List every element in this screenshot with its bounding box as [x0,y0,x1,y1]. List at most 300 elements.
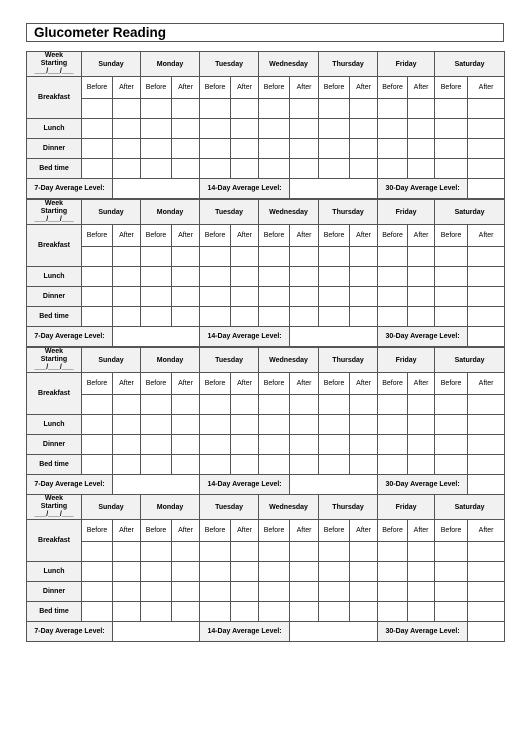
after-label: After [468,373,505,395]
reading-cell[interactable] [172,139,200,159]
reading-cell[interactable] [141,542,172,562]
reading-cell[interactable] [172,455,200,475]
reading-cell[interactable] [82,562,113,582]
reading-cell[interactable] [435,415,468,435]
date-blank: ___/___/___ [34,511,74,518]
reading-cell[interactable] [408,435,435,455]
reading-cell[interactable] [378,119,408,139]
reading-cell[interactable] [231,435,259,455]
reading-cell[interactable] [82,119,113,139]
reading-cell[interactable] [172,307,200,327]
reading-cell[interactable] [113,267,141,287]
week-starting-label [27,200,82,225]
seven-day-average-field[interactable] [113,327,200,347]
after-label: After [113,520,141,542]
day-header: Sunday [82,52,141,77]
reading-cell[interactable] [378,455,408,475]
day-header: Tuesday [200,348,259,373]
reading-cell[interactable] [82,247,113,267]
after-label: After [350,520,378,542]
reading-cell[interactable] [82,582,113,602]
reading-cell[interactable] [113,582,141,602]
reading-cell[interactable] [408,415,435,435]
reading-cell[interactable] [113,139,141,159]
day-header: Thursday [319,200,378,225]
reading-cell[interactable] [350,562,378,582]
seven-day-average-field[interactable] [113,475,200,495]
reading-cell[interactable] [350,159,378,179]
reading-cell[interactable] [141,602,172,622]
reading-cell[interactable] [319,267,350,287]
reading-cell[interactable] [408,247,435,267]
reading-cell[interactable] [290,435,319,455]
reading-cell[interactable] [82,602,113,622]
thirty-day-average-field[interactable] [468,622,505,642]
reading-cell[interactable] [231,542,259,562]
reading-cell[interactable] [82,542,113,562]
reading-cell[interactable] [435,159,468,179]
after-label: After [172,77,200,99]
reading-cell[interactable] [435,562,468,582]
after-label: After [172,520,200,542]
reading-cell[interactable] [200,287,231,307]
after-label: After [408,77,435,99]
reading-cell[interactable] [435,139,468,159]
reading-cell[interactable] [468,562,505,582]
reading-cell[interactable] [350,307,378,327]
reading-cell[interactable] [468,455,505,475]
reading-cell[interactable] [200,139,231,159]
row-label-dinner: Dinner [27,435,82,455]
before-label: Before [82,225,113,247]
before-label: Before [200,520,231,542]
fourteen-day-average-label: 14-Day Average Level: [200,622,290,642]
reading-cell[interactable] [231,119,259,139]
reading-cell[interactable] [468,99,505,119]
reading-cell[interactable] [290,159,319,179]
after-label: After [408,373,435,395]
seven-day-average-field[interactable] [113,622,200,642]
reading-cell[interactable] [200,99,231,119]
reading-cell[interactable] [350,247,378,267]
reading-cell[interactable] [468,139,505,159]
reading-cell[interactable] [141,287,172,307]
reading-cell[interactable] [82,287,113,307]
reading-cell[interactable] [259,582,290,602]
reading-cell[interactable] [231,159,259,179]
reading-cell[interactable] [172,435,200,455]
reading-cell[interactable] [290,395,319,415]
reading-cell[interactable] [290,287,319,307]
reading-cell[interactable] [141,99,172,119]
reading-cell[interactable] [319,582,350,602]
reading-cell[interactable] [231,307,259,327]
reading-cell[interactable] [319,562,350,582]
reading-cell[interactable] [468,435,505,455]
reading-cell[interactable] [290,582,319,602]
reading-cell[interactable] [435,542,468,562]
reading-cell[interactable] [408,307,435,327]
reading-cell[interactable] [408,602,435,622]
reading-cell[interactable] [435,287,468,307]
reading-cell[interactable] [290,139,319,159]
reading-cell[interactable] [408,267,435,287]
reading-cell[interactable] [259,602,290,622]
reading-cell[interactable] [141,582,172,602]
reading-cell[interactable] [435,119,468,139]
reading-cell[interactable] [231,247,259,267]
after-label: After [290,225,319,247]
row-label-dinner: Dinner [27,139,82,159]
reading-cell[interactable] [200,562,231,582]
reading-cell[interactable] [290,267,319,287]
reading-cell[interactable] [468,307,505,327]
reading-cell[interactable] [200,455,231,475]
reading-cell[interactable] [82,415,113,435]
reading-cell[interactable] [435,582,468,602]
reading-cell[interactable] [141,395,172,415]
reading-cell[interactable] [172,542,200,562]
thirty-day-average-label: 30-Day Average Level: [378,475,468,495]
reading-cell[interactable] [350,267,378,287]
reading-cell[interactable] [231,582,259,602]
reading-cell[interactable] [82,395,113,415]
reading-cell[interactable] [141,455,172,475]
reading-cell[interactable] [319,415,350,435]
day-header: Friday [378,495,435,520]
reading-cell[interactable] [200,395,231,415]
day-header: Sunday [82,200,141,225]
reading-cell[interactable] [319,159,350,179]
page-title: Glucometer Reading [34,25,167,40]
reading-cell[interactable] [378,247,408,267]
reading-cell[interactable] [259,435,290,455]
reading-cell[interactable] [141,562,172,582]
reading-cell[interactable] [113,395,141,415]
reading-cell[interactable] [259,139,290,159]
reading-cell[interactable] [408,99,435,119]
reading-cell[interactable] [468,602,505,622]
seven-day-average-field[interactable] [113,179,200,199]
reading-cell[interactable] [319,435,350,455]
reading-cell[interactable] [231,455,259,475]
reading-cell[interactable] [113,602,141,622]
reading-cell[interactable] [378,562,408,582]
reading-cell[interactable] [141,119,172,139]
reading-cell[interactable] [172,287,200,307]
reading-cell[interactable] [468,287,505,307]
reading-cell[interactable] [468,395,505,415]
reading-cell[interactable] [350,119,378,139]
seven-day-average-label: 7-Day Average Level: [27,327,113,347]
reading-cell[interactable] [290,247,319,267]
week-block [26,199,503,347]
before-label: Before [259,373,290,395]
reading-cell[interactable] [259,267,290,287]
reading-cell[interactable] [319,602,350,622]
reading-cell[interactable] [468,159,505,179]
reading-cell[interactable] [319,287,350,307]
reading-cell[interactable] [319,99,350,119]
reading-cell[interactable] [200,542,231,562]
day-header: Friday [378,52,435,77]
row-label-breakfast: Breakfast [27,373,82,415]
reading-cell[interactable] [408,139,435,159]
reading-cell[interactable] [113,119,141,139]
reading-cell[interactable] [200,247,231,267]
day-header: Sunday [82,495,141,520]
reading-cell[interactable] [259,119,290,139]
reading-cell[interactable] [468,119,505,139]
reading-cell[interactable] [172,602,200,622]
reading-cell[interactable] [200,435,231,455]
reading-cell[interactable] [200,119,231,139]
reading-cell[interactable] [200,159,231,179]
reading-cell[interactable] [290,415,319,435]
reading-cell[interactable] [378,602,408,622]
reading-cell[interactable] [231,139,259,159]
reading-cell[interactable] [200,307,231,327]
starting-word: Starting [40,60,68,67]
reading-cell[interactable] [172,159,200,179]
row-label-lunch: Lunch [27,562,82,582]
fourteen-day-average-field[interactable] [290,622,378,642]
day-header: Thursday [319,348,378,373]
reading-cell[interactable] [172,395,200,415]
reading-cell[interactable] [319,247,350,267]
seven-day-average-label: 7-Day Average Level: [27,179,113,199]
reading-cell[interactable] [231,267,259,287]
reading-cell[interactable] [408,395,435,415]
reading-cell[interactable] [141,435,172,455]
reading-cell[interactable] [290,455,319,475]
reading-cell[interactable] [113,455,141,475]
reading-cell[interactable] [378,542,408,562]
reading-cell[interactable] [231,395,259,415]
reading-cell[interactable] [141,139,172,159]
reading-cell[interactable] [319,542,350,562]
reading-cell[interactable] [113,99,141,119]
day-header: Thursday [319,52,378,77]
reading-cell[interactable] [259,415,290,435]
reading-cell[interactable] [200,602,231,622]
reading-cell[interactable] [408,562,435,582]
reading-cell[interactable] [113,435,141,455]
reading-cell[interactable] [200,267,231,287]
reading-cell[interactable] [408,159,435,179]
reading-cell[interactable] [468,267,505,287]
reading-cell[interactable] [82,267,113,287]
reading-cell[interactable] [408,119,435,139]
before-label: Before [141,373,172,395]
day-header: Tuesday [200,495,259,520]
reading-cell[interactable] [290,562,319,582]
reading-cell[interactable] [172,99,200,119]
reading-cell[interactable] [319,119,350,139]
reading-cell[interactable] [408,542,435,562]
reading-cell[interactable] [290,99,319,119]
reading-cell[interactable] [231,602,259,622]
before-label: Before [378,225,408,247]
week-starting-label [27,52,82,77]
before-label: Before [378,373,408,395]
reading-cell[interactable] [435,99,468,119]
reading-cell[interactable] [468,415,505,435]
reading-cell[interactable] [378,159,408,179]
reading-cell[interactable] [172,267,200,287]
reading-cell[interactable] [290,602,319,622]
before-label: Before [259,225,290,247]
reading-cell[interactable] [350,602,378,622]
reading-cell[interactable] [435,435,468,455]
reading-cell[interactable] [113,307,141,327]
reading-cell[interactable] [172,247,200,267]
reading-cell[interactable] [259,307,290,327]
reading-cell[interactable] [200,415,231,435]
reading-cell[interactable] [82,455,113,475]
fourteen-day-average-label: 14-Day Average Level: [200,179,290,199]
reading-cell[interactable] [350,582,378,602]
reading-cell[interactable] [113,562,141,582]
reading-cell[interactable] [435,247,468,267]
reading-cell[interactable] [435,307,468,327]
reading-cell[interactable] [259,562,290,582]
reading-cell[interactable] [435,267,468,287]
fourteen-day-average-field[interactable] [290,327,378,347]
reading-cell[interactable] [113,542,141,562]
reading-cell[interactable] [259,287,290,307]
reading-cell[interactable] [290,307,319,327]
thirty-day-average-field[interactable] [468,179,505,199]
reading-cell[interactable] [231,562,259,582]
reading-cell[interactable] [113,247,141,267]
reading-cell[interactable] [259,159,290,179]
reading-cell[interactable] [113,415,141,435]
reading-cell[interactable] [259,247,290,267]
reading-cell[interactable] [141,415,172,435]
fourteen-day-average-field[interactable] [290,179,378,199]
reading-cell[interactable] [378,415,408,435]
day-header: Thursday [319,495,378,520]
reading-cell[interactable] [290,542,319,562]
after-label: After [231,225,259,247]
day-header: Tuesday [200,52,259,77]
reading-cell[interactable] [350,395,378,415]
after-label: After [350,225,378,247]
reading-cell[interactable] [468,582,505,602]
reading-cell[interactable] [319,307,350,327]
reading-cell[interactable] [82,139,113,159]
reading-cell[interactable] [408,455,435,475]
reading-cell[interactable] [231,287,259,307]
day-header: Tuesday [200,200,259,225]
before-label: Before [319,373,350,395]
reading-cell[interactable] [319,455,350,475]
reading-cell[interactable] [172,119,200,139]
reading-cell[interactable] [350,139,378,159]
reading-cell[interactable] [435,602,468,622]
after-label: After [113,225,141,247]
reading-cell[interactable] [259,395,290,415]
reading-cell[interactable] [82,159,113,179]
reading-cell[interactable] [82,307,113,327]
reading-cell[interactable] [113,159,141,179]
reading-cell[interactable] [231,99,259,119]
reading-cell[interactable] [172,562,200,582]
reading-cell[interactable] [172,415,200,435]
week-word: Week [44,348,64,355]
reading-cell[interactable] [378,307,408,327]
reading-cell[interactable] [378,395,408,415]
reading-cell[interactable] [259,542,290,562]
reading-cell[interactable] [378,287,408,307]
reading-cell[interactable] [231,415,259,435]
reading-cell[interactable] [378,582,408,602]
day-header: Sunday [82,348,141,373]
reading-cell[interactable] [378,435,408,455]
thirty-day-average-field[interactable] [468,327,505,347]
fourteen-day-average-field[interactable] [290,475,378,495]
reading-cell[interactable] [319,139,350,159]
reading-cell[interactable] [319,395,350,415]
reading-cell[interactable] [350,542,378,562]
reading-cell[interactable] [82,435,113,455]
week-block [26,347,503,495]
reading-cell[interactable] [350,287,378,307]
reading-cell[interactable] [435,395,468,415]
after-label: After [468,520,505,542]
day-header: Monday [141,52,200,77]
reading-cell[interactable] [378,99,408,119]
reading-cell[interactable] [468,542,505,562]
reading-cell[interactable] [350,99,378,119]
before-label: Before [259,520,290,542]
reading-cell[interactable] [259,99,290,119]
reading-cell[interactable] [468,247,505,267]
reading-table [26,494,505,642]
after-label: After [172,225,200,247]
reading-cell[interactable] [435,455,468,475]
reading-cell[interactable] [350,435,378,455]
reading-cell[interactable] [290,119,319,139]
reading-cell[interactable] [259,455,290,475]
after-label: After [231,520,259,542]
reading-cell[interactable] [378,139,408,159]
row-label-lunch: Lunch [27,119,82,139]
date-blank: ___/___/___ [34,68,74,75]
reading-cell[interactable] [141,307,172,327]
date-blank: ___/___/___ [34,216,74,223]
reading-table [26,51,505,199]
reading-cell[interactable] [350,455,378,475]
reading-cell[interactable] [82,99,113,119]
reading-cell[interactable] [141,159,172,179]
day-header: Friday [378,348,435,373]
reading-cell[interactable] [141,247,172,267]
reading-cell[interactable] [408,582,435,602]
reading-cell[interactable] [408,287,435,307]
reading-cell[interactable] [350,415,378,435]
reading-cell[interactable] [172,582,200,602]
reading-cell[interactable] [113,287,141,307]
reading-cell[interactable] [141,267,172,287]
before-label: Before [141,77,172,99]
reading-cell[interactable] [200,582,231,602]
week-word: Week [44,200,64,207]
thirty-day-average-field[interactable] [468,475,505,495]
after-label: After [408,520,435,542]
reading-cell[interactable] [378,267,408,287]
